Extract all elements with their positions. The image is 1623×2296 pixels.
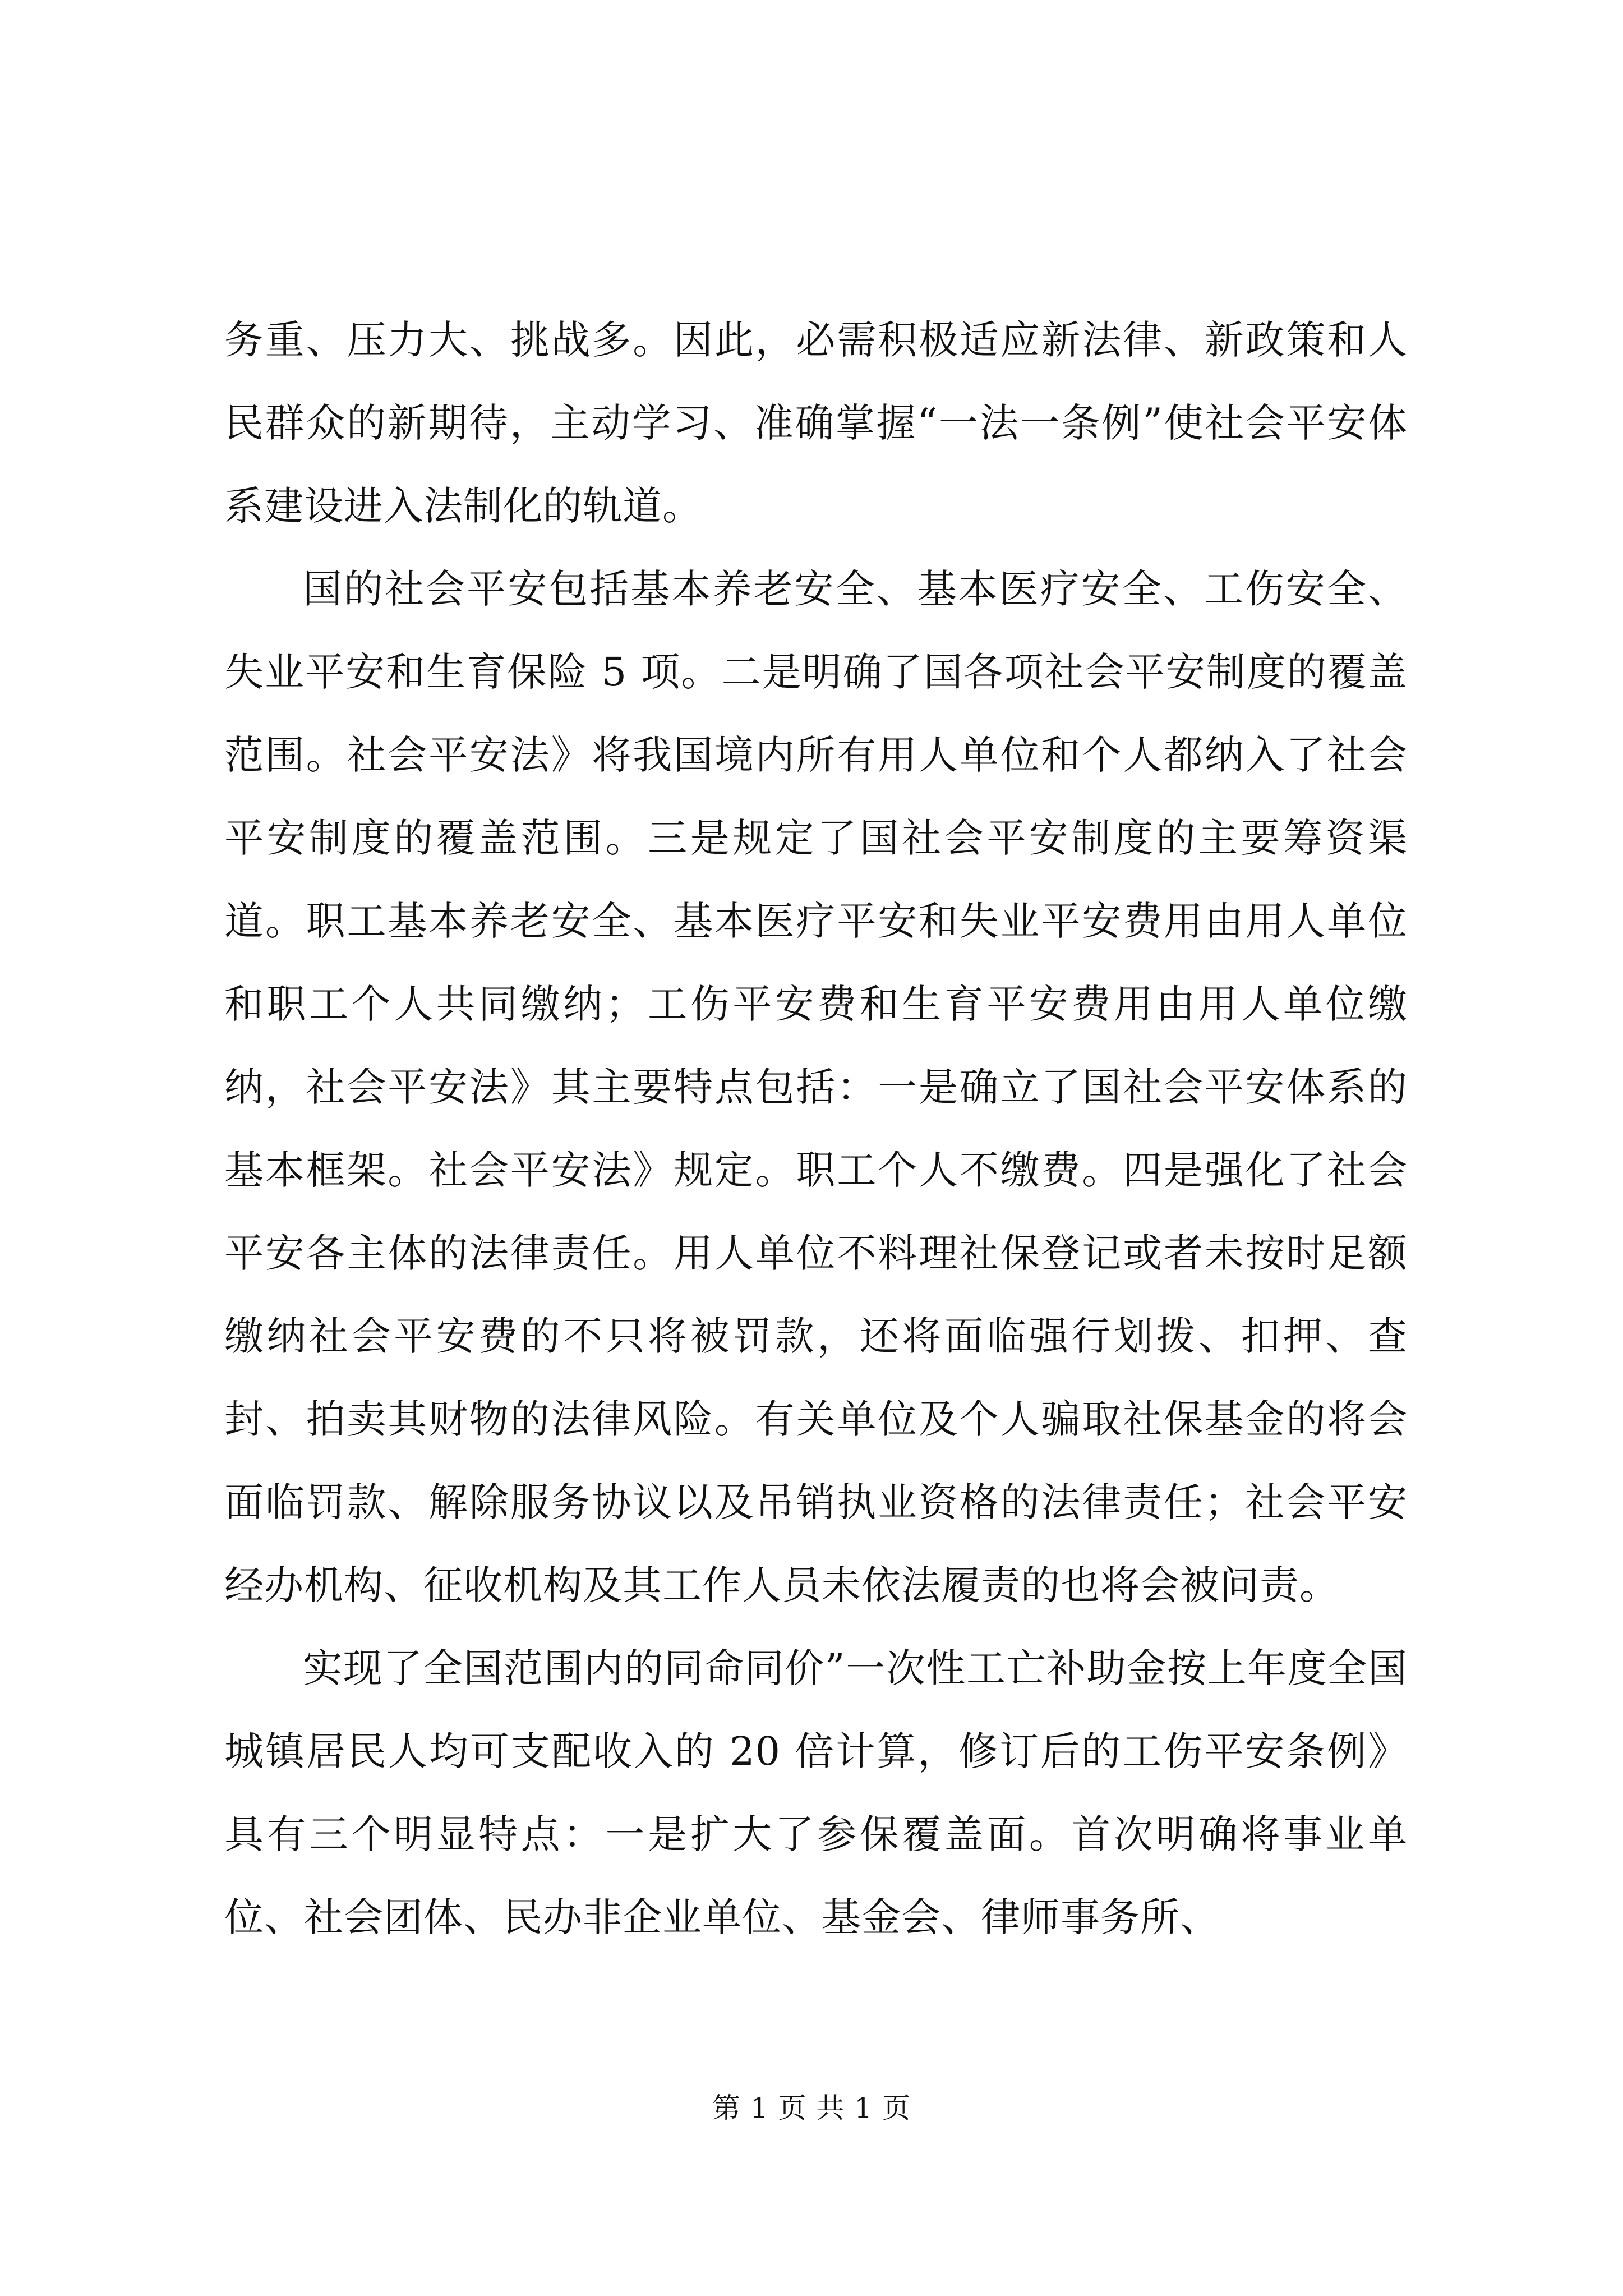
- paragraph-1: 务重、压力大、挑战多。因此，必需积极适应新法律、新政策和人民群众的新期待，主动学习、准确掌握“一法一条例”使社会平安体系建设进入法制化的轨道。: [224, 317, 1408, 529]
- page-number-footer: 第 1 页 共 1 页: [712, 2092, 911, 2124]
- document-body: [224, 298, 1408, 1959]
- paragraph-3: 实现了全国范围内的同命同价”一次性工亡补助金按上年度全国城镇居民人均可支配收入的 20 倍计算，修订后的工伤平安条例》具有三个明显特点：一是扩大了参保覆盖面。首次明确将事业单位、社会团体、民办非企业单位、基金会、律师事务所、: [224, 1645, 1408, 1940]
- paragraph-2: 国的社会平安包括基本养老安全、基本医疗安全、工伤安全、失业平安和生育保险 5 项。二是明确了国各项社会平安制度的覆盖范围。社会平安法》将我国境内所有用人单位和个人都纳入了社会平安制度的覆盖范围。三是规定了国社会平安制度的主要筹资渠道。职工基本养老安全、基本医疗平安和失业平安费用由用人单位和职工个人共同缴纳；工伤平安费和生育平安费用由用人单位缴纳，社会平安法》其主要特点包括：一是确立了国社会平安体系的基本框架。社会平安法》规定。职工个人不缴费。四是强化了社会平安各主体的法律责任。用人单位不料理社保登记或者未按时足额缴纳社会平安费的不只将被罚款，还将面临强行划拨、扣押、查封、拍卖其财物的法律风险。有关单位及个人骗取社保基金的将会面临罚款、解除服务协议以及吊销执业资格的法律责任；社会平安经办机构、征收机构及其工作人员未依法履责的也将会被问责。: [224, 566, 1408, 1608]
